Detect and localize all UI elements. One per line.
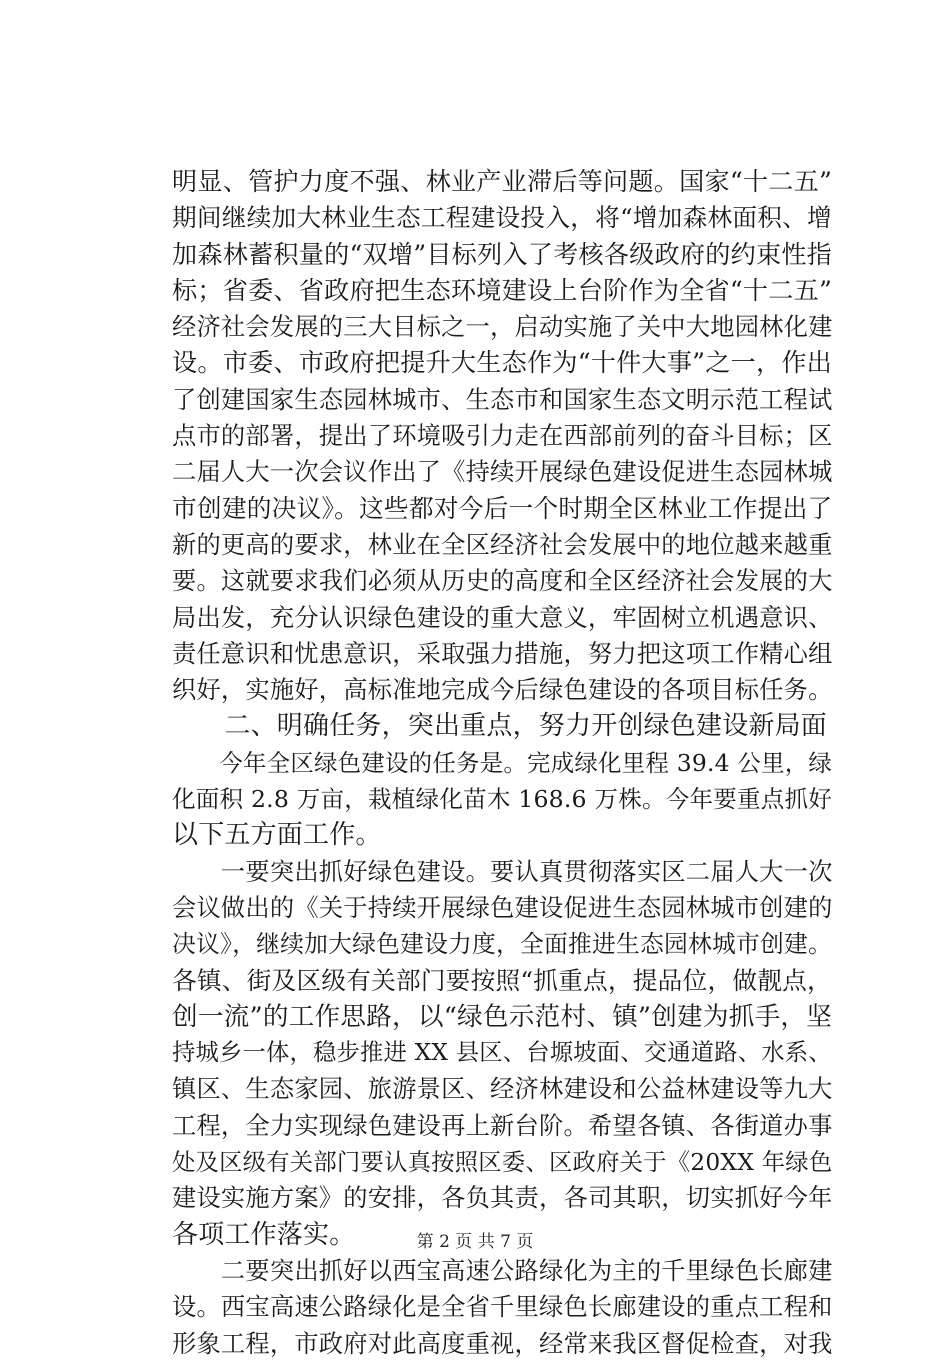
text-line: 局出发，充分认识绿色建设的重大意义，牢固树立机遇意识、	[172, 602, 833, 632]
text-line: 处及区级有关部门要认真按照区委、区政府关于《20XX 年绿色	[172, 1148, 833, 1177]
text-line: 明显、管护力度不强、林业产业滞后等问题。国家“十二五”	[172, 167, 833, 196]
text-line: 化面积 2.8 万亩，栽植绿化苗木 168.6 万株。今年要重点抓好	[172, 785, 833, 814]
text-line: 工程，全力实现绿色建设再上新台阶。希望各镇、各街道办事	[172, 1110, 833, 1140]
text-line: 镇区、生态家园、旅游景区、经济林建设和公益林建设等九大	[172, 1074, 833, 1104]
text-line: 各项工作落实。	[172, 1219, 356, 1250]
text-line: 会议做出的《关于持续开展绿色建设促进生态园林城市创建的	[172, 892, 833, 922]
text-line: 期间继续加大林业生态工程建设投入，将“增加森林面积、增	[172, 203, 832, 233]
text-line: 今年全区绿色建设的任务是。完成绿化里程 39.4 公里，绿	[172, 748, 833, 777]
text-line: 决议》，继续加大绿色建设力度，全面推进生态园林城市创建。	[172, 930, 833, 959]
text-line: 一要突出抓好绿色建设。要认真贯彻落实区二届人大一次	[172, 856, 833, 886]
text-line: 形象工程，市政府对此高度重视，经常来我区督促检查，对我	[172, 1328, 833, 1358]
page-footer: 第 2 页 共 7 页	[416, 1232, 534, 1252]
text-line: 创一流”的工作思路，以“绿色示范村、镇”创建为抓手，坚	[172, 1001, 833, 1032]
text-line: 责任意识和忧患意识，采取强力措施，努力把这项工作精心组	[172, 638, 833, 668]
text-line: 建设实施方案》的安排，各负其责，各司其职，切实抓好今年	[172, 1183, 833, 1213]
text-line: 市创建的决议》。这些都对今后一个时期全区林业工作提出了	[172, 493, 833, 523]
text-line: 二、明确任务，突出重点，努力开创绿色建设新局面	[172, 711, 828, 742]
text-line: 设。市委、市政府把提升大生态作为“十件大事”之一，作出	[172, 348, 833, 378]
text-line: 各镇、街及区级有关部门要按照“抓重点，提品位，做靓点，	[172, 965, 832, 995]
text-line: 新的更高的要求，林业在全区经济社会发展中的地位越来越重	[172, 529, 833, 559]
text-line: 要。这就要求我们必须从历史的高度和全区经济社会发展的大	[172, 566, 833, 596]
text-line: 二届人大一次会议作出了《持续开展绿色建设促进生态园林城	[172, 457, 833, 487]
text-line: 织好，实施好，高标准地完成今后绿色建设的各项目标任务。	[172, 675, 833, 705]
text-line: 二要突出抓好以西宝高速公路绿化为主的千里绿色长廊建	[172, 1255, 833, 1285]
text-line: 加森林蓄积量的“双增”目标列入了考核各级政府的约束性指	[172, 239, 833, 269]
text-line: 以下五方面工作。	[172, 820, 382, 851]
text-line: 设。西宝高速公路绿化是全省千里绿色长廊建设的重点工程和	[172, 1292, 833, 1322]
text-line: 持城乡一体，稳步推进 XX 县区、台塬坡面、交通道路、水系、	[172, 1039, 832, 1067]
text-line: 了创建国家生态园林城市、生态市和国家生态文明示范工程试	[172, 384, 833, 414]
document-body	[172, 164, 832, 1362]
text-line: 经济社会发展的三大目标之一，启动实施了关中大地园林化建	[172, 312, 833, 342]
text-line: 点市的部署，提出了环境吸引力走在西部前列的奋斗目标；区	[172, 421, 833, 451]
text-line: 标；省委、省政府把生态环境建设上台阶作为全省“十二五”	[172, 275, 833, 305]
